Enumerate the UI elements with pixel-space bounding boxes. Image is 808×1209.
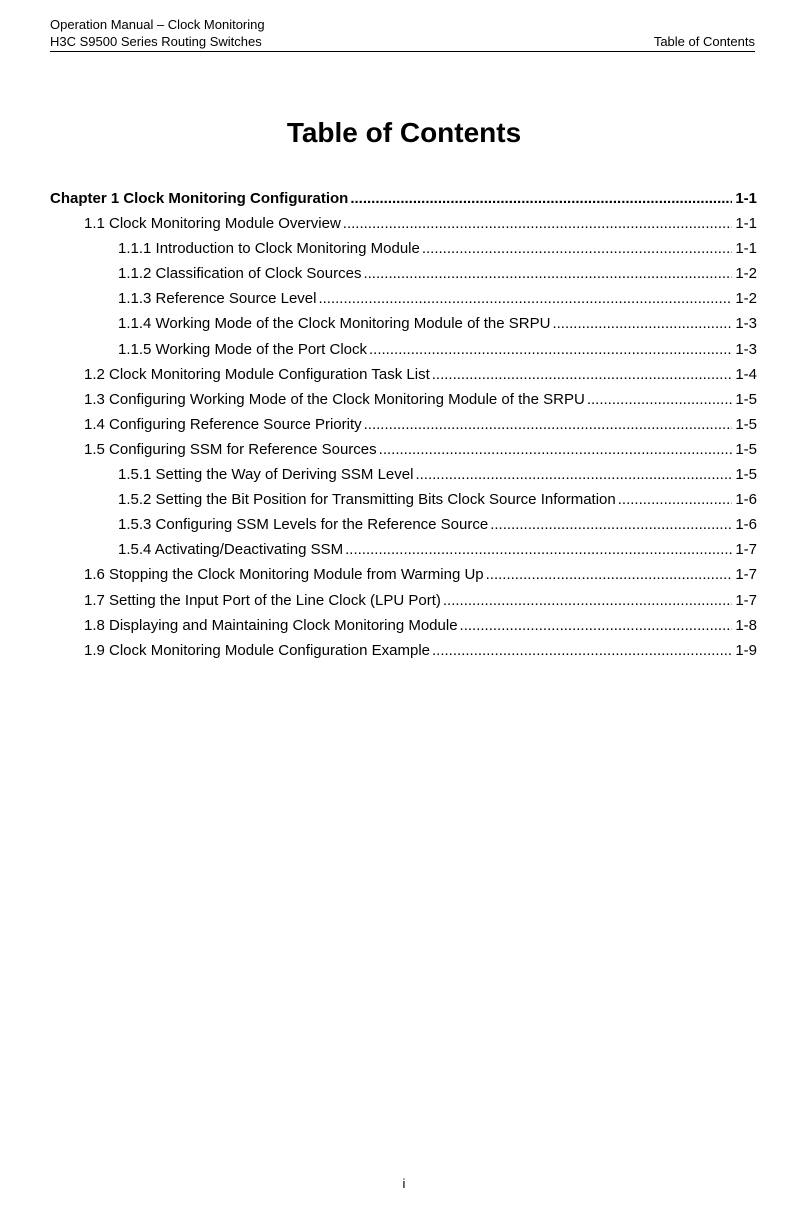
- toc-entry-text: 1.1.4 Working Mode of the Clock Monitoring Module of the SRPU: [118, 315, 551, 333]
- toc-page-number: 1-2: [735, 290, 757, 308]
- toc-page-number: 1-7: [735, 591, 757, 609]
- toc-entry-1-7[interactable]: [50, 588, 757, 613]
- dot-leader: [343, 211, 733, 236]
- page-title: Table of Contents: [286, 117, 522, 148]
- toc-entry-text: 1.3 Configuring Working Mode of the Clock Monitoring Module of the SRPU: [84, 390, 585, 408]
- page-header: [50, 15, 755, 52]
- toc-entry-1-8[interactable]: [50, 613, 757, 638]
- dot-leader: [379, 437, 733, 462]
- dot-leader: [587, 387, 733, 412]
- toc-page-number: 1-5: [735, 415, 757, 433]
- dot-leader: [443, 588, 732, 613]
- toc-entry-text: 1.5.1 Setting the Way of Deriving SSM Level: [118, 466, 414, 484]
- toc-page-number: 1-7: [735, 566, 757, 584]
- toc-entry-text: 1.2 Clock Monitoring Module Configuration Task List: [84, 365, 430, 383]
- dot-leader: [422, 236, 732, 261]
- toc-entry-text: 1.1.5 Working Mode of the Port Clock: [118, 340, 368, 358]
- toc-entry-text: 1.1.3 Reference Source Level: [118, 290, 317, 308]
- toc-entry-1-1-3[interactable]: [50, 286, 757, 311]
- toc-entry-text: 1.6 Stopping the Clock Monitoring Module from Warming Up: [84, 566, 484, 584]
- toc-entry-text: 1.9 Clock Monitoring Module Configuration Example: [84, 641, 431, 659]
- toc-page-number: 1-5: [735, 440, 757, 458]
- dot-leader: [415, 462, 732, 487]
- header-product-name: H3C S9500 Series Routing Switches: [50, 34, 262, 49]
- toc-entry-1-5-1[interactable]: [50, 462, 757, 487]
- toc-entry-1-5-4[interactable]: [50, 537, 757, 562]
- toc-entry-text: 1.1 Clock Monitoring Module Overview: [84, 215, 341, 233]
- toc-page-number: 1-5: [735, 390, 757, 408]
- header-left: [50, 16, 265, 50]
- toc-page-number: 1-3: [735, 340, 757, 358]
- toc-entry-1-5-3[interactable]: [50, 512, 757, 537]
- dot-leader: [490, 512, 732, 537]
- toc-entry-1-6[interactable]: [50, 562, 757, 587]
- dot-leader: [364, 412, 733, 437]
- toc-entry-text: 1.5 Configuring SSM for Reference Sources: [84, 440, 377, 458]
- toc-page-number: 1-5: [735, 466, 757, 484]
- page-number: i: [402, 1176, 406, 1191]
- toc-page-number: 1-9: [735, 641, 757, 659]
- toc-entry-text: 1.1.2 Classification of Clock Sources: [118, 265, 362, 283]
- toc-entry-1-1-5[interactable]: [50, 337, 757, 362]
- toc-entry-1-1-1[interactable]: [50, 236, 757, 261]
- toc-page-number: 1-3: [735, 315, 757, 333]
- toc-page-number: 1-8: [735, 616, 757, 634]
- toc-entry-text: 1.5.4 Activating/Deactivating SSM: [118, 541, 344, 559]
- toc-entry-text: 1.5.2 Setting the Bit Position for Transmitting Bits Clock Source Information: [118, 491, 616, 509]
- toc-list: [50, 186, 757, 663]
- toc-entry-text: 1.8 Displaying and Maintaining Clock Monitoring Module: [84, 616, 458, 634]
- dot-leader: [350, 186, 732, 211]
- toc-page-number: 1-1: [735, 215, 757, 233]
- toc-entry-1-1-4[interactable]: [50, 311, 757, 336]
- toc-page-number: 1-1: [735, 190, 757, 207]
- dot-leader: [432, 638, 732, 663]
- toc-page-number: 1-4: [735, 365, 757, 383]
- toc-page-number: 1-6: [735, 516, 757, 534]
- dot-leader: [345, 537, 732, 562]
- toc-entry-text: 1.1.1 Introduction to Clock Monitoring Module: [118, 240, 420, 258]
- toc-entry-text: 1.7 Setting the Input Port of the Line Clock (LPU Port): [84, 591, 441, 609]
- toc-entry-1-4[interactable]: [50, 412, 757, 437]
- toc-entry-chapter-1[interactable]: [50, 186, 757, 211]
- dot-leader: [432, 362, 733, 387]
- toc-entry-text: Chapter 1 Clock Monitoring Configuration: [50, 190, 349, 207]
- toc-entry-1-3[interactable]: [50, 387, 757, 412]
- header-manual-title: Operation Manual – Clock Monitoring: [50, 17, 265, 32]
- dot-leader: [618, 487, 733, 512]
- toc-entry-1-9[interactable]: [50, 638, 757, 663]
- toc-page-number: 1-6: [735, 491, 757, 509]
- toc-entry-text: 1.5.3 Configuring SSM Levels for the Reference Source: [118, 516, 489, 534]
- dot-leader: [486, 562, 733, 587]
- dot-leader: [363, 261, 732, 286]
- toc-entry-text: 1.4 Configuring Reference Source Priority: [84, 415, 362, 433]
- toc-entry-1-2[interactable]: [50, 362, 757, 387]
- toc-page-number: 1-1: [735, 240, 757, 258]
- dot-leader: [460, 613, 733, 638]
- toc-entry-1-5-2[interactable]: [50, 487, 757, 512]
- toc-page-number: 1-2: [735, 265, 757, 283]
- dot-leader: [552, 311, 732, 336]
- header-section-name: Table of Contents: [653, 34, 755, 49]
- dot-leader: [369, 337, 732, 362]
- toc-entry-1-1[interactable]: [50, 211, 757, 236]
- toc-entry-1-1-2[interactable]: [50, 261, 757, 286]
- toc-entry-1-5[interactable]: [50, 437, 757, 462]
- dot-leader: [318, 286, 732, 311]
- toc-page-number: 1-7: [735, 541, 757, 559]
